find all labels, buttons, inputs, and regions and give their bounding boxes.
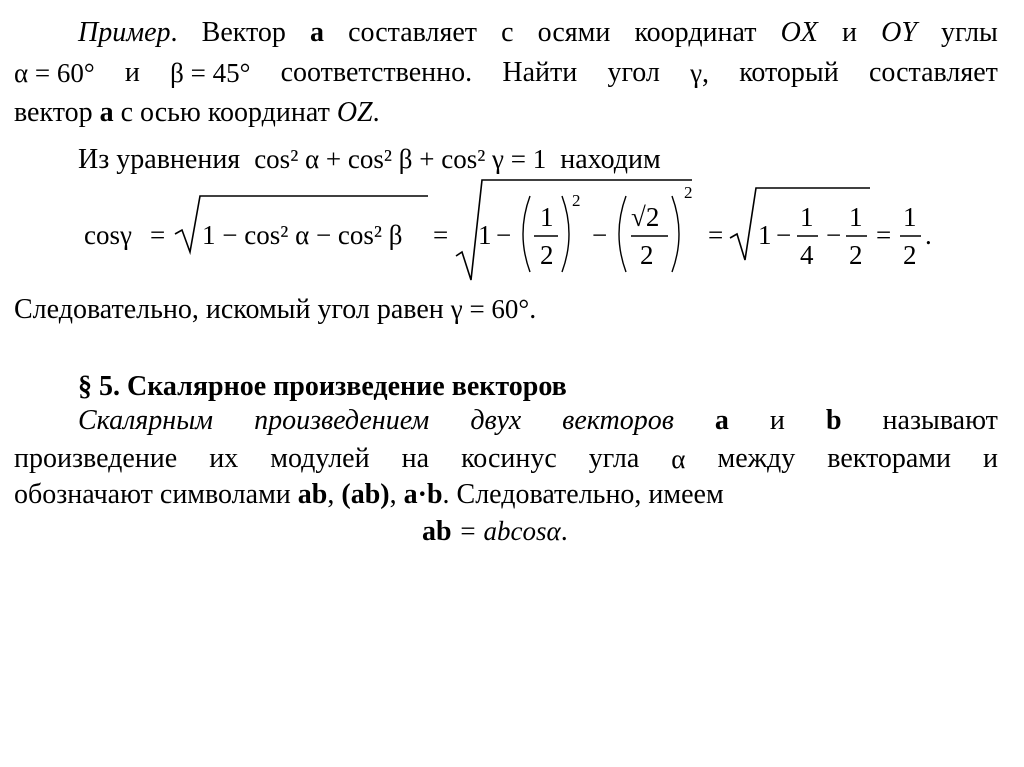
word: косинус [461,443,557,474]
eq2-frac-den: 2 [849,240,863,270]
word: осями [537,17,611,48]
eq2-frac-den: 2 [640,240,654,270]
beta-formula: β = 45° [170,58,251,88]
eq2-power: 2 [572,191,581,210]
eq2-equals: = [876,220,892,250]
alpha-formula: α = 60° [14,58,95,88]
formula-ab: ab [422,516,452,547]
conclusion-text: Следовательно, искомый угол равен [14,294,444,325]
eq2-frac-num: 1 [540,202,554,232]
definition-line-2 [14,442,998,476]
word: Скалярным [78,405,214,436]
axis-oz: OZ [336,97,373,128]
definition-line-3: обозначают символами ab, (ab), a·b. Следовательно, имеем [14,479,724,510]
eq2-frac-num: 1 [849,202,863,232]
eq2-one: 1 [758,220,772,250]
paren-left [619,196,626,272]
period: . [925,220,932,250]
eq2-power: 2 [684,183,693,202]
equation-1-formula: cos² α + cos² β + cos² γ = 1 [254,144,547,174]
eq2-minus: − [776,220,792,250]
axis-ox: OX [780,17,818,48]
paren-right [562,196,569,272]
word: с [501,17,514,48]
axis-oy: OY [881,17,917,48]
eq2-minus: − [496,220,512,250]
formula-rhs: = abcosα [458,516,561,546]
dot-product-formula [422,514,722,549]
word: составляет [868,57,998,88]
word: на [401,443,430,474]
word: называют [882,405,998,436]
word: их [209,443,239,474]
example-line-3 [14,96,998,130]
word: модулей [270,443,370,474]
equation-1-line [78,142,998,177]
word: и [769,405,785,436]
word: Найти [502,57,578,88]
word: соответственно. [280,57,473,88]
eq2-equals: = [150,220,166,250]
example-line-2: α = 60° и β = 45° соответственно. Найти угол γ, который составляет [14,57,998,89]
conclusion-line [14,292,998,327]
definition-line-1 [78,404,998,438]
word: Следовательно, имеем [456,479,724,510]
equation-1-outro: находим [560,144,661,175]
period: . [529,294,537,325]
word: составляет [348,17,478,48]
word: между [717,443,796,474]
vector-b: b [825,405,842,436]
word: и [983,443,998,474]
eq2-frac-den: 2 [903,240,917,270]
eq2-frac-den: 4 [800,240,814,270]
period: . [560,516,568,547]
alpha-symbol: α [671,444,686,474]
vector-a: a [714,405,729,436]
eq2-frac-num: 1 [800,202,814,232]
word: координат [634,17,757,48]
section-title: § 5. Скалярное произведение векторов [78,371,567,402]
paren-left [523,196,530,272]
word: произведением [254,405,430,436]
word: и [842,17,857,48]
paren-right [672,196,679,272]
eq2-minus: − [826,220,842,250]
word: который [739,57,839,88]
eq2-equals: = [433,220,449,250]
word: векторами [827,443,951,474]
eq2-frac-num: 1 [903,202,917,232]
word: углы [941,17,998,48]
word: вектор [14,97,93,128]
eq2-minus: − [592,220,608,250]
word: угол [607,57,660,88]
eq2-root2: √2 [631,202,660,232]
conclusion-formula: γ = 60° [450,294,530,324]
equation-1-intro: Из уравнения [78,144,241,175]
eq2-lhs: cosγ [84,220,132,250]
word: и [124,57,140,88]
notation-ab: ab [297,479,328,510]
word: произведение [14,443,178,474]
example-label: Пример [78,17,171,48]
gamma-symbol: γ [690,58,702,88]
eq2-equals: = [708,220,724,250]
equation-2-formula [0,176,1024,286]
period: . [372,97,380,128]
eq2-frac-den: 2 [540,240,554,270]
word: векторов [562,405,674,436]
eq2-radicand-1: 1 − cos² α − cos² β [202,220,403,250]
word: угла [588,443,640,474]
word: с осью координат [120,97,330,128]
example-line-1: Пример. Вектор a составляет с осями координат OX и OY углы [78,17,998,48]
word: Вектор [201,17,286,48]
notation-a-dot-b: a·b [403,479,443,510]
word: двух [470,405,522,436]
vector-a: a [309,17,324,48]
vector-a: a [99,97,114,128]
eq2-one: 1 [478,220,492,250]
word: обозначают символами [14,479,291,510]
notation-paren-ab: (ab) [341,479,390,510]
